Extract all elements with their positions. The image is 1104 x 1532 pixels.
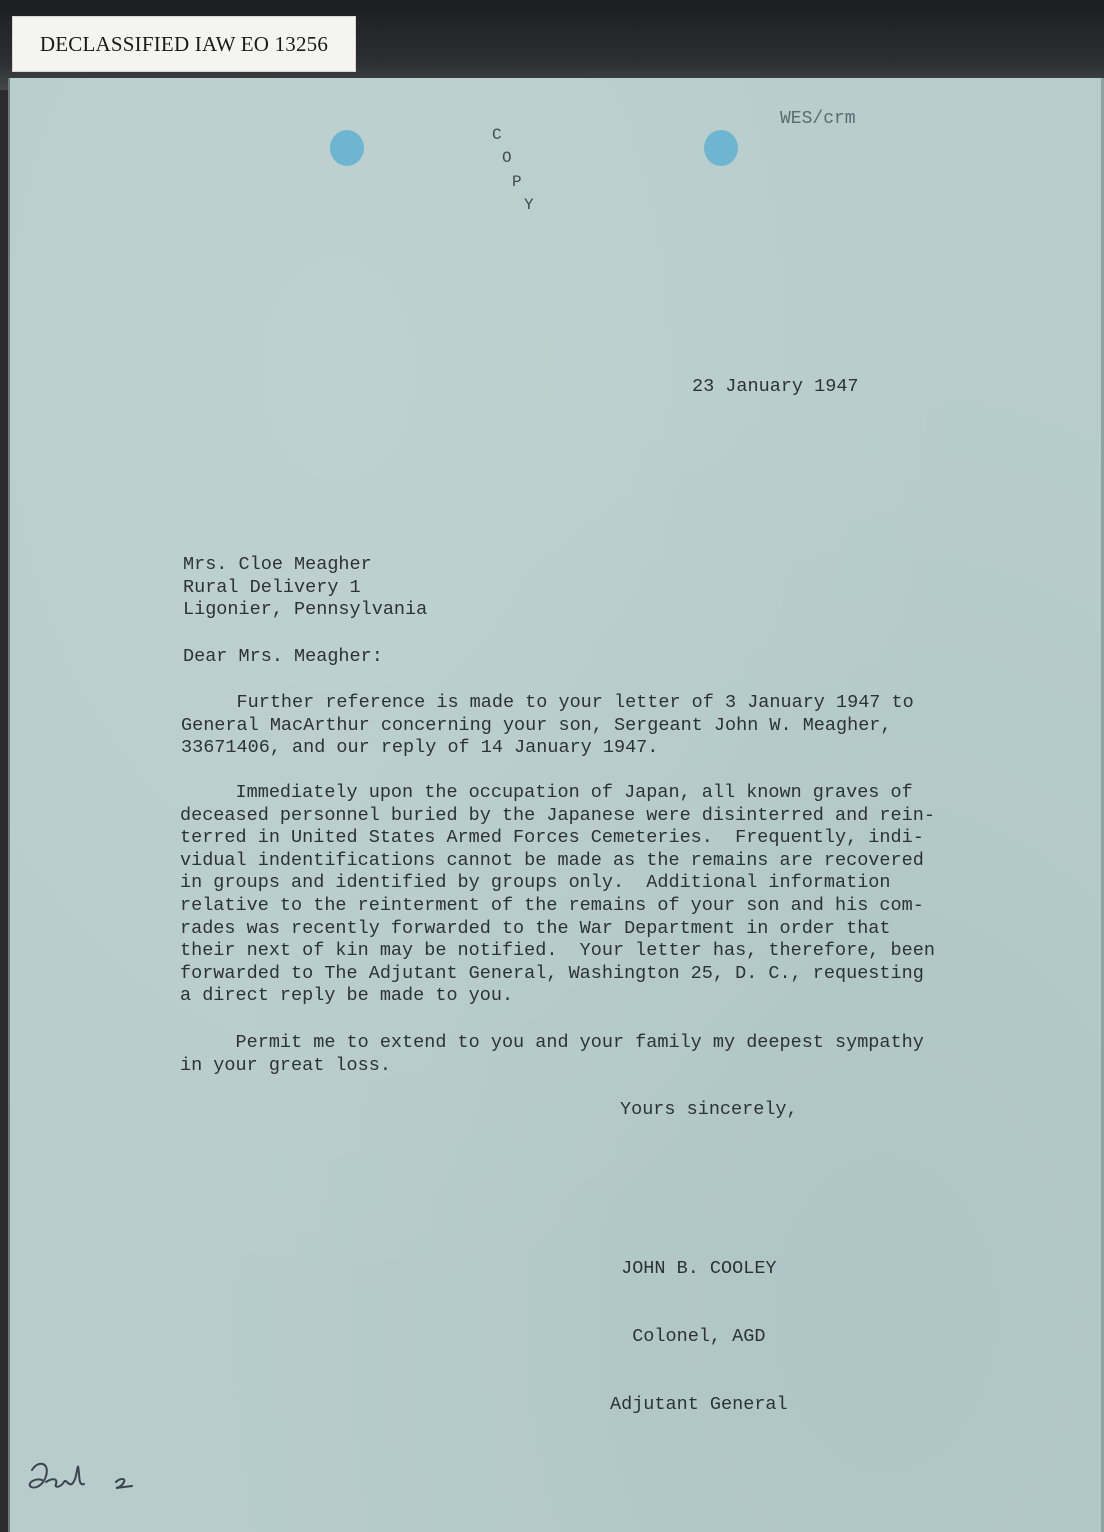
declassified-stamp: DECLASSIFIED IAW EO 13256 — [12, 16, 356, 72]
salutation: Dear Mrs. Meagher: — [183, 646, 383, 667]
letter-date: 23 January 1947 — [692, 376, 859, 397]
copy-mark-y: Y — [524, 196, 534, 214]
signer-name: JOHN B. COOLEY — [621, 1258, 777, 1280]
copy-mark-c: C — [492, 126, 502, 144]
punch-hole-left — [330, 130, 364, 166]
body-paragraph-1: Further reference is made to your letter of 3 January 1947 to General MacArthur concerning your son, Sergeant John W. Meagher, 33671406, and our reply of 14 January 1947. — [181, 692, 914, 759]
punch-hole-right — [704, 130, 738, 166]
signer-rank: Colonel, AGD — [632, 1325, 766, 1347]
body-paragraph-2: Immediately upon the occupation of Japan, all known graves of deceased personnel buried by the Japanese were disinterred and rein- terred in United States Armed Forces Cemeteries. Frequently, indi- vidual indentifications cannot be made as the remains are recovered in groups and identified by groups only. Additional information relative to the reinterment of the remains of your son and his com- rades was recently forwarded to the War Department in order that their next of kin may be notified. Your letter has, therefore, been forwarded to The Adjutant General, Washington 25, D. C., requesting a direct reply be made to you. — [180, 782, 935, 1007]
copy-mark-o: O — [502, 149, 512, 167]
reference-initials: WES/crm — [780, 109, 856, 129]
recipient-address: Mrs. Cloe Meagher Rural Delivery 1 Ligonier, Pennsylvania — [183, 554, 428, 621]
signer-title: Adjutant General — [610, 1393, 788, 1415]
copy-mark-p: P — [512, 173, 522, 191]
closing: Yours sincerely, — [620, 1099, 798, 1120]
signature-block — [610, 1213, 788, 1439]
body-paragraph-3: Permit me to extend to you and your family my deepest sympathy in your great loss. — [180, 1032, 924, 1076]
handwritten-annotation — [20, 1452, 150, 1502]
